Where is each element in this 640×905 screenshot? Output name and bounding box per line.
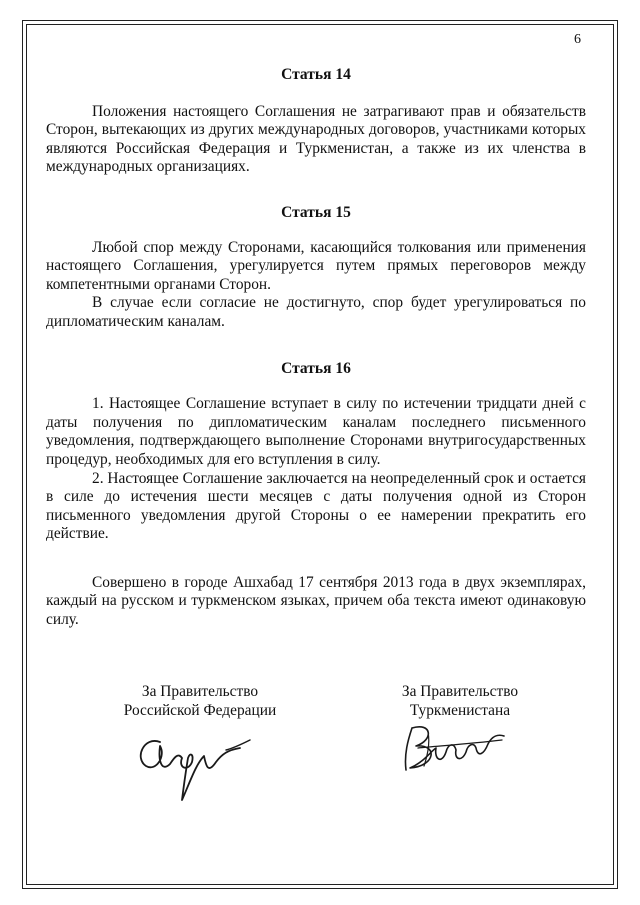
article-14-heading: Статья 14	[281, 66, 351, 83]
signatory-turkmenistan-line2: Туркменистана	[409, 702, 511, 719]
article-14-paragraph-1: Положения настоящего Соглашения не затрагивают прав и обязательств Сторон, вытекающих из других международных договоров, участниками которых являются Российская Федерация и Туркменистан, а также из их членства в международных организациях.	[46, 102, 586, 176]
article-15-paragraph-1: Любой спор между Сторонами, касающийся толкования или применения настоящего Соглашения, урегулируется путем прямых переговоров между компетентными органами Сторон.	[46, 238, 586, 293]
article-16-heading: Статья 16	[281, 359, 351, 377]
signatory-russia	[90, 682, 310, 720]
article-16-paragraph-1: 1. Настоящее Соглашение вступает в силу по истечении тридцати дней с даты получения по дипломатическим каналам последнего письменного уведомления, подтверждающего выполнение Сторонами внутригосударственных процедур, необходимых для его вступления в силу.	[46, 395, 586, 468]
signature-russia	[130, 722, 260, 812]
page-number: 6	[574, 32, 581, 47]
signatory-turkmenistan	[350, 682, 570, 720]
closing-paragraph: Совершено в городе Ашхабад 17 сентября 2013 года в двух экземплярах, каждый на русском и туркменском языках, причем оба текста имеют одинаковую силу.	[46, 573, 586, 629]
signatory-turkmenistan-line1: За Правительство	[401, 683, 519, 700]
signatory-russia-line2: Российской Федерации	[123, 702, 277, 719]
document-body	[46, 60, 586, 630]
article-15-heading: Статья 15	[281, 203, 351, 221]
article-15-paragraph-2: В случае если согласие не достигнуто, спор будет урегулироваться по дипломатическим каналам.	[46, 294, 586, 330]
signatory-russia-line1: За Правительство	[141, 683, 259, 700]
signature-turkmenistan	[398, 718, 508, 778]
article-16-paragraph-2: 2. Настоящее Соглашение заключается на неопределенный срок и остается в силе до истечения шести месяцев с даты получения одной из Сторон письменного уведомления другой Стороны о ее намерении прекратить его действие.	[46, 469, 586, 543]
